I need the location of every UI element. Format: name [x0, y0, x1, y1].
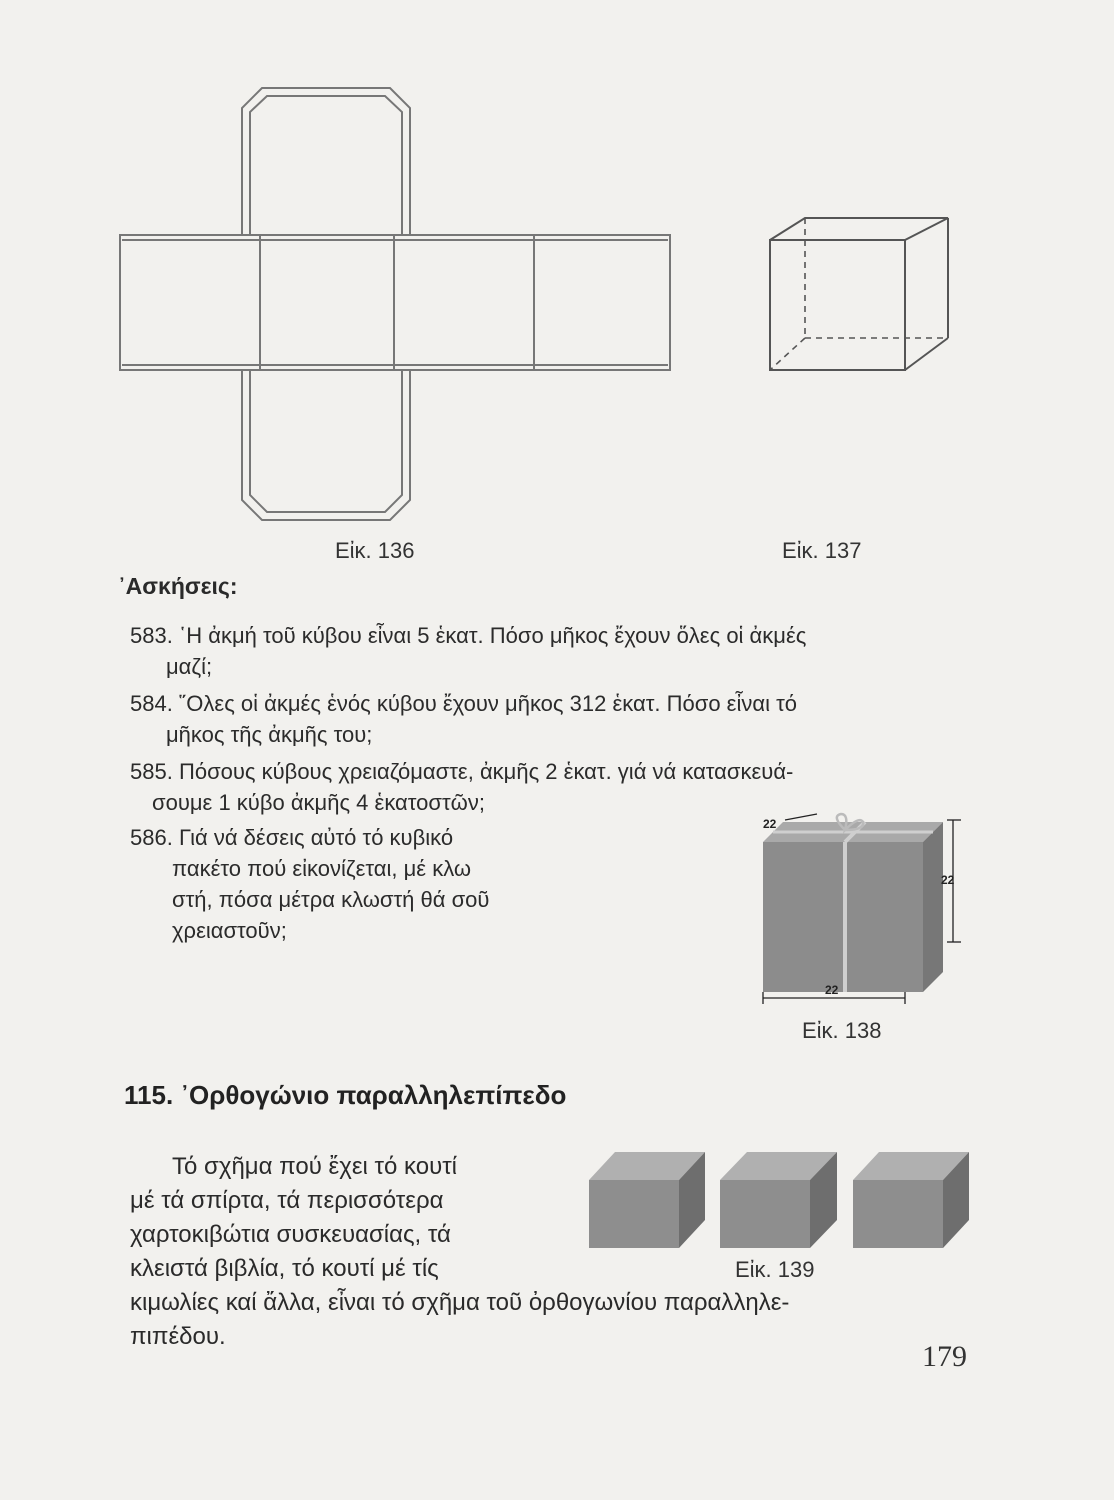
paragraph-line: πιπέδου. [130, 1323, 226, 1350]
package-figure [755, 812, 970, 1017]
exercise-584 [130, 688, 960, 750]
wire-cube-figure [760, 210, 960, 380]
box-3 [853, 1152, 969, 1248]
section-title: 115. ᾿Ορθογώνιο παραλληλεπίπεδο [124, 1080, 567, 1110]
dim-side-label: 22 [941, 873, 955, 887]
dim-bottom-label: 22 [825, 983, 839, 997]
dim-top-label: 22 [763, 817, 777, 831]
fig136-caption: Εἰκ. 136 [335, 538, 415, 563]
exercise-number: 586. [130, 825, 173, 850]
page-number: 179 [922, 1340, 967, 1373]
cube-net-figure [112, 80, 682, 540]
box-2 [720, 1152, 837, 1248]
paragraph-line: μέ τά σπίρτα, τά περισσότερα [130, 1187, 444, 1214]
net-top-face [242, 88, 410, 235]
exercise-text: Πόσους κύβους χρειαζόμαστε, ἀκμῆς 2 ἑκατ. γιά νά κατασκευά- [178, 759, 794, 784]
boxes-figure [585, 1148, 975, 1258]
exercise-text: ῾Η ἀκμή τοῦ κύβου εἶναι 5 ἑκατ. Πόσο μῆκος ἔχουν ὅλες οἱ ἀκμές [178, 623, 807, 648]
exercise-text-cont: σουμε 1 κύβο ἀκμῆς 4 ἑκατοστῶν; [152, 790, 485, 815]
exercise-585 [130, 756, 960, 818]
exercise-586 [130, 822, 610, 946]
paragraph-line: κλειστά βιβλία, τό κουτί μέ τίς [130, 1255, 439, 1282]
box-1 [589, 1152, 705, 1248]
exercise-583 [130, 620, 960, 682]
exercise-text: ῞Ολες οἱ ἀκμές ἑνός κύβου ἔχουν μῆκος 312 ἑκατ. Πόσο εἶναι τό [178, 691, 798, 716]
exercise-number: 585. [130, 759, 173, 784]
exercise-text-cont: πακέτο πού εἰκονίζεται, μέ κλω [172, 856, 472, 881]
exercise-text-cont: στή, πόσα μέτρα κλωστή θά σοῦ [172, 887, 490, 912]
exercise-number: 584. [130, 691, 173, 716]
exercises-heading: ᾿Ασκήσεις: [118, 573, 238, 599]
fig139-caption: Εἰκ. 139 [735, 1257, 815, 1282]
paragraph-line: Τό σχῆμα πού ἔχει τό κουτί [172, 1153, 458, 1180]
exercise-text-cont: μαζί; [166, 654, 213, 679]
fig137-caption: Εἰκ. 137 [782, 538, 862, 563]
fig138-caption: Εἰκ. 138 [802, 1018, 882, 1043]
exercise-text-cont: μῆκος τῆς ἀκμῆς του; [166, 722, 373, 747]
net-bottom-face [242, 370, 410, 520]
paragraph-line: κιμωλίες καί ἄλλα, εἶναι τό σχῆμα τοῦ ὀρθογωνίου παραλληλε- [130, 1289, 790, 1316]
paragraph-line: χαρτοκιβώτια συσκευασίας, τά [130, 1221, 451, 1248]
exercise-number: 583. [130, 623, 173, 648]
exercise-text: Γιά νά δέσεις αὐτό τό κυβικό [178, 825, 454, 850]
exercise-text-cont: χρειαστοῦν; [172, 918, 287, 943]
